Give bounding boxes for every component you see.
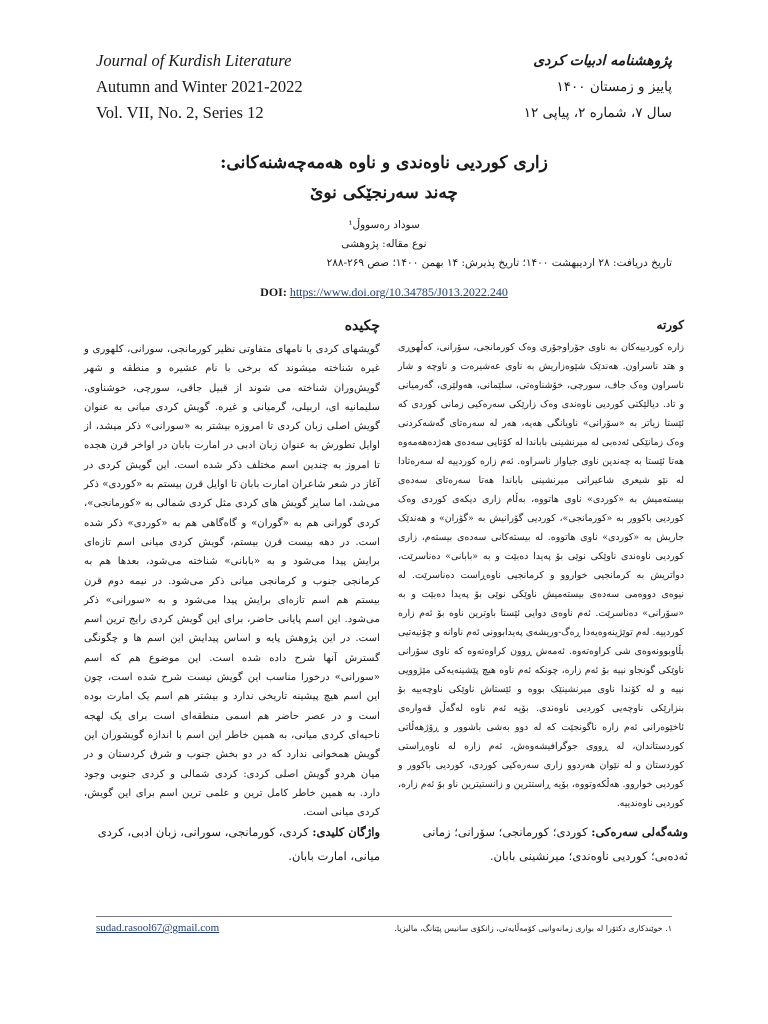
- journal-header-english: [96, 48, 303, 126]
- doi-link[interactable]: https://www.doi.org/10.34785/J013.2022.240: [289, 285, 508, 299]
- abstract-body-ku: زارە کوردییەکان بە ناوی جۆراوجۆری وەک کورمانجی، سۆرانی، کەڵهوڕی و هتد ناسراون. هەندێک شێوەزاریش بە ناوی عەشیرەت و ناوچە و شار ناسراون وەک جاف، سورچی، خۆشناوەتی، سلێمانی، هەولێری، گەرمیانی و تاد. دیالێکتی کوردیی ناوەندی وەک زارێکی سەرەکیی زمانی کوردی کە ئێستا زیاتر بە «سۆرانی» ناویانگی هەیە، هەر لە سەرەتای گەشەکردنی وەک زمانێکی ئەدەبی لە میرنشینی باباندا لە کۆتایی سەدەی هەژدەهەمەوە هەتا ئێستا بە چەندین ناوی جیاواز ناسراوە. ئەم زارە کوردییە لە سەرەتادا لە نێو شیعری شاعیرانی میرنشینی باباندا هەتا سەرەتای سەدەی بیستەمیش بە «کوردی» ناوی هاتووە، بەڵام زاری دیکەی کوردی وەک کوردیی باکوور بە «کورمانجی»، کوردیی گۆرانیش بە «گۆران» و هەندێک جاریش بە «کوردی» ناوی هاتووە. لە بیستەکانی سەدەی بیستەم، زاری کوردیی ناوەندی ناوێکی نوێی بۆ پەیدا دەبێت و بە «بابانی» دەناسرێت، دواتریش بە کرمانجیی خواروو و کرمانجیی ناوەڕاست دەناسرێت. لە نیوەی دووەمی سەدەی بیستەمیش ناوێکی نوێی بۆ پەیدا دەبێت و بە «سۆرانی» دەناسرێت. ئەم ناوەی دوایی ئێستا باوترین ناوە بۆ ئەم زارە کوردییە. لەم توێژینەوەیەدا ڕەگ-وریشەی پەیدابوونی ئەم ناوانە و چۆنیەتیی بڵاوبوونەوەی شی کراوەتەوە. ئەمەش ڕوون کراوەتەوە کە ناوی سۆرانی ناوێکی گونجاو نییە بۆ ئەم زارە، چونکە ئەم ناوە هیچ پێشینەیەکی مێژوویی نییە و لە کۆندا ناوی میرنشینێک بووە و ئێستاش ناوێکی ناوچەییە بۆ بنزارێکی ناوچەیی کوردیی ناوەندی. بۆیە ئەم ناوە لەگەڵ قەوارەی ئاخێوەرانی ئەم زارە ناگونجێت کە لە دوو بەشی باشوور و ڕۆژهەڵاتی کوردستاندان، لە ڕووی جوگرافیشەوەش، ئەم زارە لە ناوەڕاستی کوردستان و لە نێوان هەردوو زاری سەرەکیی کوردی، کوردیی باکوور و کوردیی خواروو. هەڵکەوتووە، بۆیە ڕاستترین و زانستیترین ناو بۆ ئەم زارە، کوردیی ناوەندییە.: [398, 342, 684, 809]
- author-footnote: ۱. خوێندکاری دکتۆرا لە بواری زمانەوانیی کۆمەڵایەتی، زانکۆی سانیس پێتانگ، مالیزیا.: [394, 924, 672, 933]
- keywords-text-ku: کوردی؛ کورمانجی؛ سۆرانی؛ زمانی ئەدەبی؛ کوردیی ناوەندی؛ میرنشینی بابان.: [422, 825, 688, 863]
- doi-label: DOI:: [260, 285, 287, 299]
- abstract-heading-ku: کورتە: [656, 318, 684, 332]
- keywords-persian: [66, 820, 380, 868]
- doi-line: [96, 285, 672, 300]
- article-subtitle: چەند سەرنجێکی نوێ: [310, 183, 458, 203]
- keywords-kurdish: [398, 820, 688, 868]
- keywords-label-ku: وشەگەلی سەرەکی:: [591, 825, 688, 839]
- footnote-divider: [96, 916, 672, 917]
- author-name: سوداد رەسووڵ¹: [348, 219, 420, 231]
- article-title-block: [96, 148, 672, 273]
- abstract-kurdish: [398, 318, 684, 813]
- journal-name-en: Journal of Kurdish Literature: [96, 51, 292, 70]
- issue-season-en: Autumn and Winter 2021-2022: [96, 77, 303, 96]
- issue-season-fa: پاییز و زمستان ۱۴۰۰: [556, 79, 672, 95]
- article-title: زاری کوردیی ناوەندی و ناوە هەمەچەشنەکانی:: [220, 153, 548, 173]
- journal-name-fa: پژوهشنامه ادبیات کردی: [533, 53, 672, 69]
- article-type: نوع مقاله: پژوهشی: [341, 238, 427, 250]
- volume-info-en: Vol. VII, No. 2, Series 12: [96, 103, 264, 122]
- journal-header-persian: [524, 48, 672, 126]
- article-dates: تاریخ دریافت: ۲۸ اردیبهشت ۱۴۰۰؛ تاریخ پذیرش: ۱۴ بهمن ۱۴۰۰؛ صص ۲۶۹-۲۸۸: [326, 257, 672, 269]
- abstract-body-fa: گویشهای کردی با نامهای متفاوتی نظیر کورمانجی، سورانی، کلهوری و غیره شناخته میشوند که برخی با نام عشیره و منطقه و شهر گویش‌وران شناخته می شوند از قبیل جاقی، سورچی، خوشناوی، سلیمانیه ای، اربیلی، گرمیانی و غیره. گویش کردی میانی به عنوان گویش اصلی زبان کردی تا امروزه بیشتر به «سورانی» ذکر میشد، از اوایل تطورش به عنوان زبان ادبی در امارت بابان در اواخر قرن هجده تا امروز به چندین اسم مختلف ذکر شده است. این گویش کردی در آغاز در شعر شاعران امارت بابان تا اوایل قرن بیستم به «کوردی» ذکر می‌شد، اما سایر گویش های کردی مثل کردی شمالی به «کورمانجی»، کردی گورانی هم به «گوران» و گاه‌گاهی هم به «کوردی» ذکر شده است. در دهه بیست قرن بیستم، گویش کردی میانی اسم تازه‌ای برایش پیدا می‌شود و به «بابانی» شناخته می‌شود، بعدها هم به کرمانجی جنوب و کرمانجی میانی ذکر می‌شود. در نیمه دوم قرن بیستم هم اسم تازه‌ای برایش پیدا می‌شود و به «سورانی» ذکر می‌شود. این اسم پایانی حاضر، برای این گویش کردی رایج ترین اسم است. در این پژوهش پایه و اساس پیدایش این اسم ها و چگونگی گسترش آنها شرح داده شده است. این موضوع هم که اسم «سورانی» درخورا مناسب این گویش نیست شرح شده است، چون این اسم هیچ پیشینه تاریخی ندارد و بیشتر هم اسم یک امارت بوده است و در عصر حاضر هم اسمی منطقه‌ای است برای یک لهجه ناحیه‌ای کردی میانی، به همین خاطر این اسم با اندازه گویشوران این گویش همخوانی ندارد که در دو بخش جنوب و شرق کردستان و در میان هردو گویش اصلی کردی: کردی شمالی و کردی جنوبی وجود دارد. به همین خاطر کامل ترین و علمی ترین اسم برای این گویش، کردی میانی است.: [84, 344, 380, 819]
- keywords-text-fa: کردی، کورمانجی، سورانی، زبان ادبی، کردی میانی، امارت بابان.: [97, 825, 380, 863]
- volume-info-fa: سال ۷، شماره ۲، پیاپی ۱۲: [523, 105, 672, 121]
- abstract-persian: [84, 318, 380, 822]
- keywords-label-fa: واژگان کلیدی:: [312, 825, 380, 839]
- author-email-link[interactable]: sudad.rasool67@gmail.com: [96, 922, 220, 934]
- abstract-heading-fa: چکیده: [344, 318, 380, 334]
